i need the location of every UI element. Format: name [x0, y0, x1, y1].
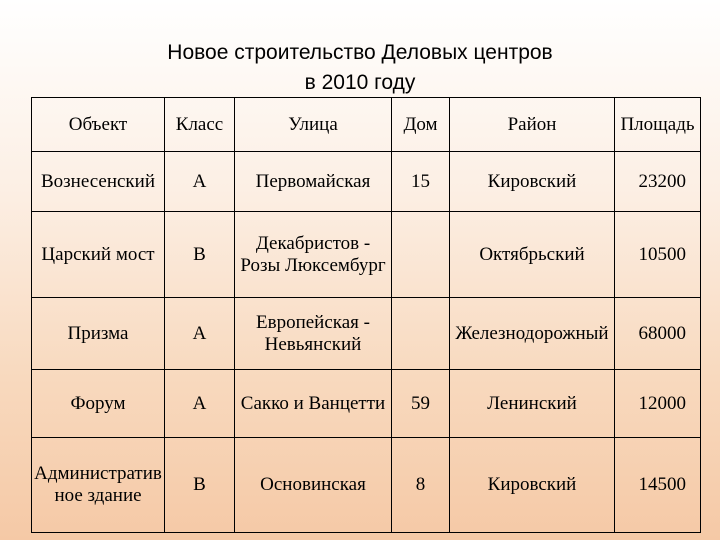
header-street: Улица [235, 98, 392, 152]
cell-class: В [165, 212, 235, 298]
header-area: Площадь [615, 98, 701, 152]
cell-object: Царский мост [32, 212, 165, 298]
cell-street: Основинская [235, 438, 392, 533]
cell-object: Вознесенский [32, 152, 165, 212]
cell-class: А [165, 370, 235, 438]
cell-area: 12000 [615, 370, 701, 438]
business-centers-table [31, 97, 701, 533]
cell-class: В [165, 438, 235, 533]
table-row [32, 298, 701, 370]
cell-area: 68000 [615, 298, 701, 370]
cell-street: Сакко и Ванцетти [235, 370, 392, 438]
cell-district: Ленинский [450, 370, 615, 438]
cell-house [392, 298, 450, 370]
title-line-1: Новое строительство Деловых центров [167, 41, 553, 64]
table-row [32, 212, 701, 298]
cell-street: Европейская - Невьянский [235, 298, 392, 370]
cell-house [392, 212, 450, 298]
slide-title [0, 38, 720, 98]
cell-house: 15 [392, 152, 450, 212]
cell-street: Первомайская [235, 152, 392, 212]
header-house: Дом [392, 98, 450, 152]
cell-object: Административное здание [32, 438, 165, 533]
title-line-2: в 2010 году [304, 71, 416, 94]
cell-district: Кировский [450, 152, 615, 212]
header-district: Район [450, 98, 615, 152]
header-object: Объект [32, 98, 165, 152]
table-header-row [32, 98, 701, 152]
cell-object: Форум [32, 370, 165, 438]
table-row [32, 370, 701, 438]
cell-street: Декабристов - Розы Люксембург [235, 212, 392, 298]
cell-class: А [165, 298, 235, 370]
cell-district: Кировский [450, 438, 615, 533]
table-row [32, 152, 701, 212]
cell-district: Октябрьский [450, 212, 615, 298]
cell-house: 8 [392, 438, 450, 533]
cell-area: 10500 [615, 212, 701, 298]
cell-house: 59 [392, 370, 450, 438]
table-row [32, 438, 701, 533]
cell-object: Призма [32, 298, 165, 370]
cell-district: Железнодорожный [450, 298, 615, 370]
header-class: Класс [165, 98, 235, 152]
cell-class: А [165, 152, 235, 212]
cell-area: 23200 [615, 152, 701, 212]
cell-area: 14500 [615, 438, 701, 533]
